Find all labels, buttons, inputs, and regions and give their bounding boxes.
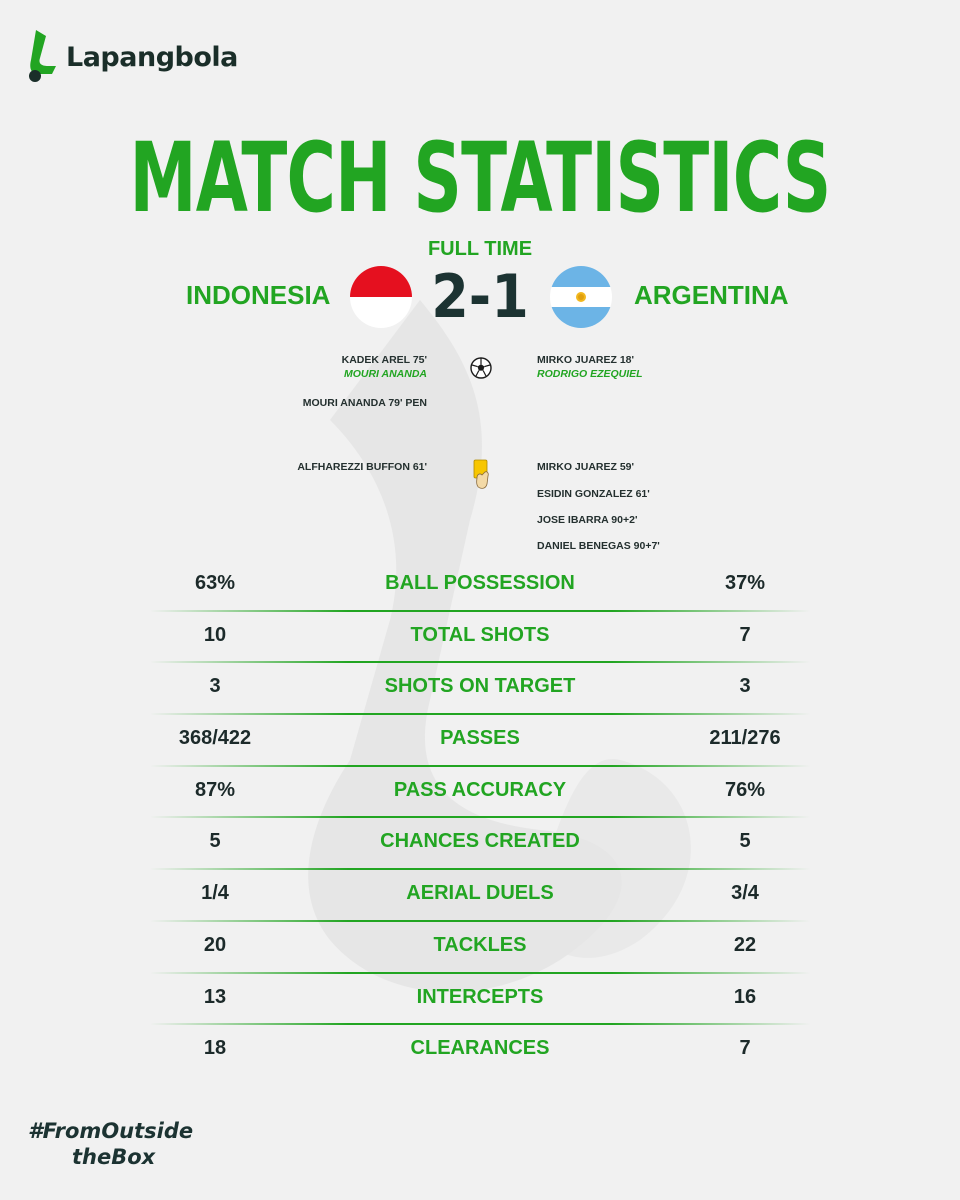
brand-name: Lapangbola — [66, 41, 238, 73]
stat-away-value: 211/276 — [709, 727, 781, 750]
hashtag-line-2: theBox — [72, 1145, 156, 1169]
home-goal-event: KADEK AREL 75' — [341, 354, 427, 366]
stat-home-value: 18 — [203, 1037, 227, 1060]
soccer-ball-icon — [470, 357, 492, 379]
stat-row-chances-created — [150, 818, 810, 870]
match-status: FULL TIME — [427, 238, 533, 260]
yellow-card-icon — [471, 458, 493, 492]
stat-home-value: 10 — [203, 623, 227, 646]
stat-label: PASSES — [440, 727, 520, 750]
indonesia-flag-icon — [350, 266, 412, 328]
stat-row-pass-accuracy — [150, 767, 810, 819]
stat-home-value: 20 — [203, 933, 227, 956]
stat-home-value: 63% — [194, 572, 236, 594]
home-goal-event: MOURI ANANDA 79' PEN — [302, 397, 427, 409]
stat-row-tackles — [150, 922, 810, 974]
away-goal-event: MIRKO JUAREZ 18' — [537, 354, 635, 366]
away-team-name: ARGENTINA — [634, 280, 789, 310]
stat-away-value: 76% — [724, 778, 766, 801]
stat-row-shots-on-target — [150, 663, 810, 715]
hashtag — [28, 1118, 193, 1170]
stat-away-value: 5 — [739, 830, 751, 853]
stat-home-value: 5 — [209, 830, 221, 853]
home-card-event: ALFHAREZZI BUFFON 61' — [297, 461, 427, 473]
stat-home-value: 368/422 — [178, 727, 252, 750]
away-card-event: ESIDIN GONZALEZ 61' — [537, 488, 650, 500]
away-card-event: JOSE IBARRA 90+2' — [537, 514, 638, 526]
stat-away-value: 37% — [724, 572, 766, 594]
stat-row-clearances — [150, 1025, 810, 1077]
stat-label: CLEARANCES — [410, 1037, 550, 1060]
stat-row-ball-possession — [150, 560, 810, 612]
stat-row-intercepts — [150, 974, 810, 1026]
stat-away-value: 7 — [739, 623, 751, 646]
stat-label: CHANCES CREATED — [380, 830, 580, 853]
stat-away-value: 3 — [739, 675, 751, 698]
stat-home-value: 3 — [209, 675, 221, 698]
stat-home-value: 1/4 — [201, 882, 229, 905]
stat-label: PASS ACCURACY — [393, 778, 567, 801]
stat-label: AERIAL DUELS — [406, 882, 554, 905]
stat-away-value: 7 — [739, 1037, 751, 1060]
stat-home-value: 13 — [203, 985, 227, 1008]
stat-away-value: 16 — [733, 985, 757, 1008]
stat-label: SHOTS ON TARGET — [384, 675, 576, 698]
argentina-flag-icon — [550, 266, 612, 328]
hashtag-line-1: #FromOutside — [28, 1119, 194, 1143]
stat-row-passes — [150, 715, 810, 767]
stat-row-aerial-duels — [150, 870, 810, 922]
stats-table — [150, 560, 810, 1077]
stat-label: BALL POSSESSION — [385, 572, 575, 594]
away-card-event: MIRKO JUAREZ 59' — [537, 461, 635, 473]
stat-label: TOTAL SHOTS — [410, 623, 550, 646]
brand-logo — [26, 28, 238, 84]
lapangbola-logo-icon — [26, 28, 62, 84]
away-card-event: DANIEL BENEGAS 90+7' — [537, 540, 660, 552]
final-score: 2-1 — [431, 262, 529, 332]
stat-row-total-shots — [150, 612, 810, 664]
stat-away-value: 3/4 — [731, 882, 759, 905]
stat-label: INTERCEPTS — [416, 985, 544, 1008]
away-goal-assist: RODRIGO EZEQUIEL — [537, 368, 643, 380]
page-title: MATCH STATISTICS — [129, 122, 831, 234]
home-goal-assist: MOURI ANANDA — [343, 368, 427, 380]
stat-away-value: 22 — [733, 933, 757, 956]
stat-home-value: 87% — [194, 778, 236, 801]
stat-label: TACKLES — [433, 933, 527, 956]
home-team-name: INDONESIA — [186, 280, 331, 310]
